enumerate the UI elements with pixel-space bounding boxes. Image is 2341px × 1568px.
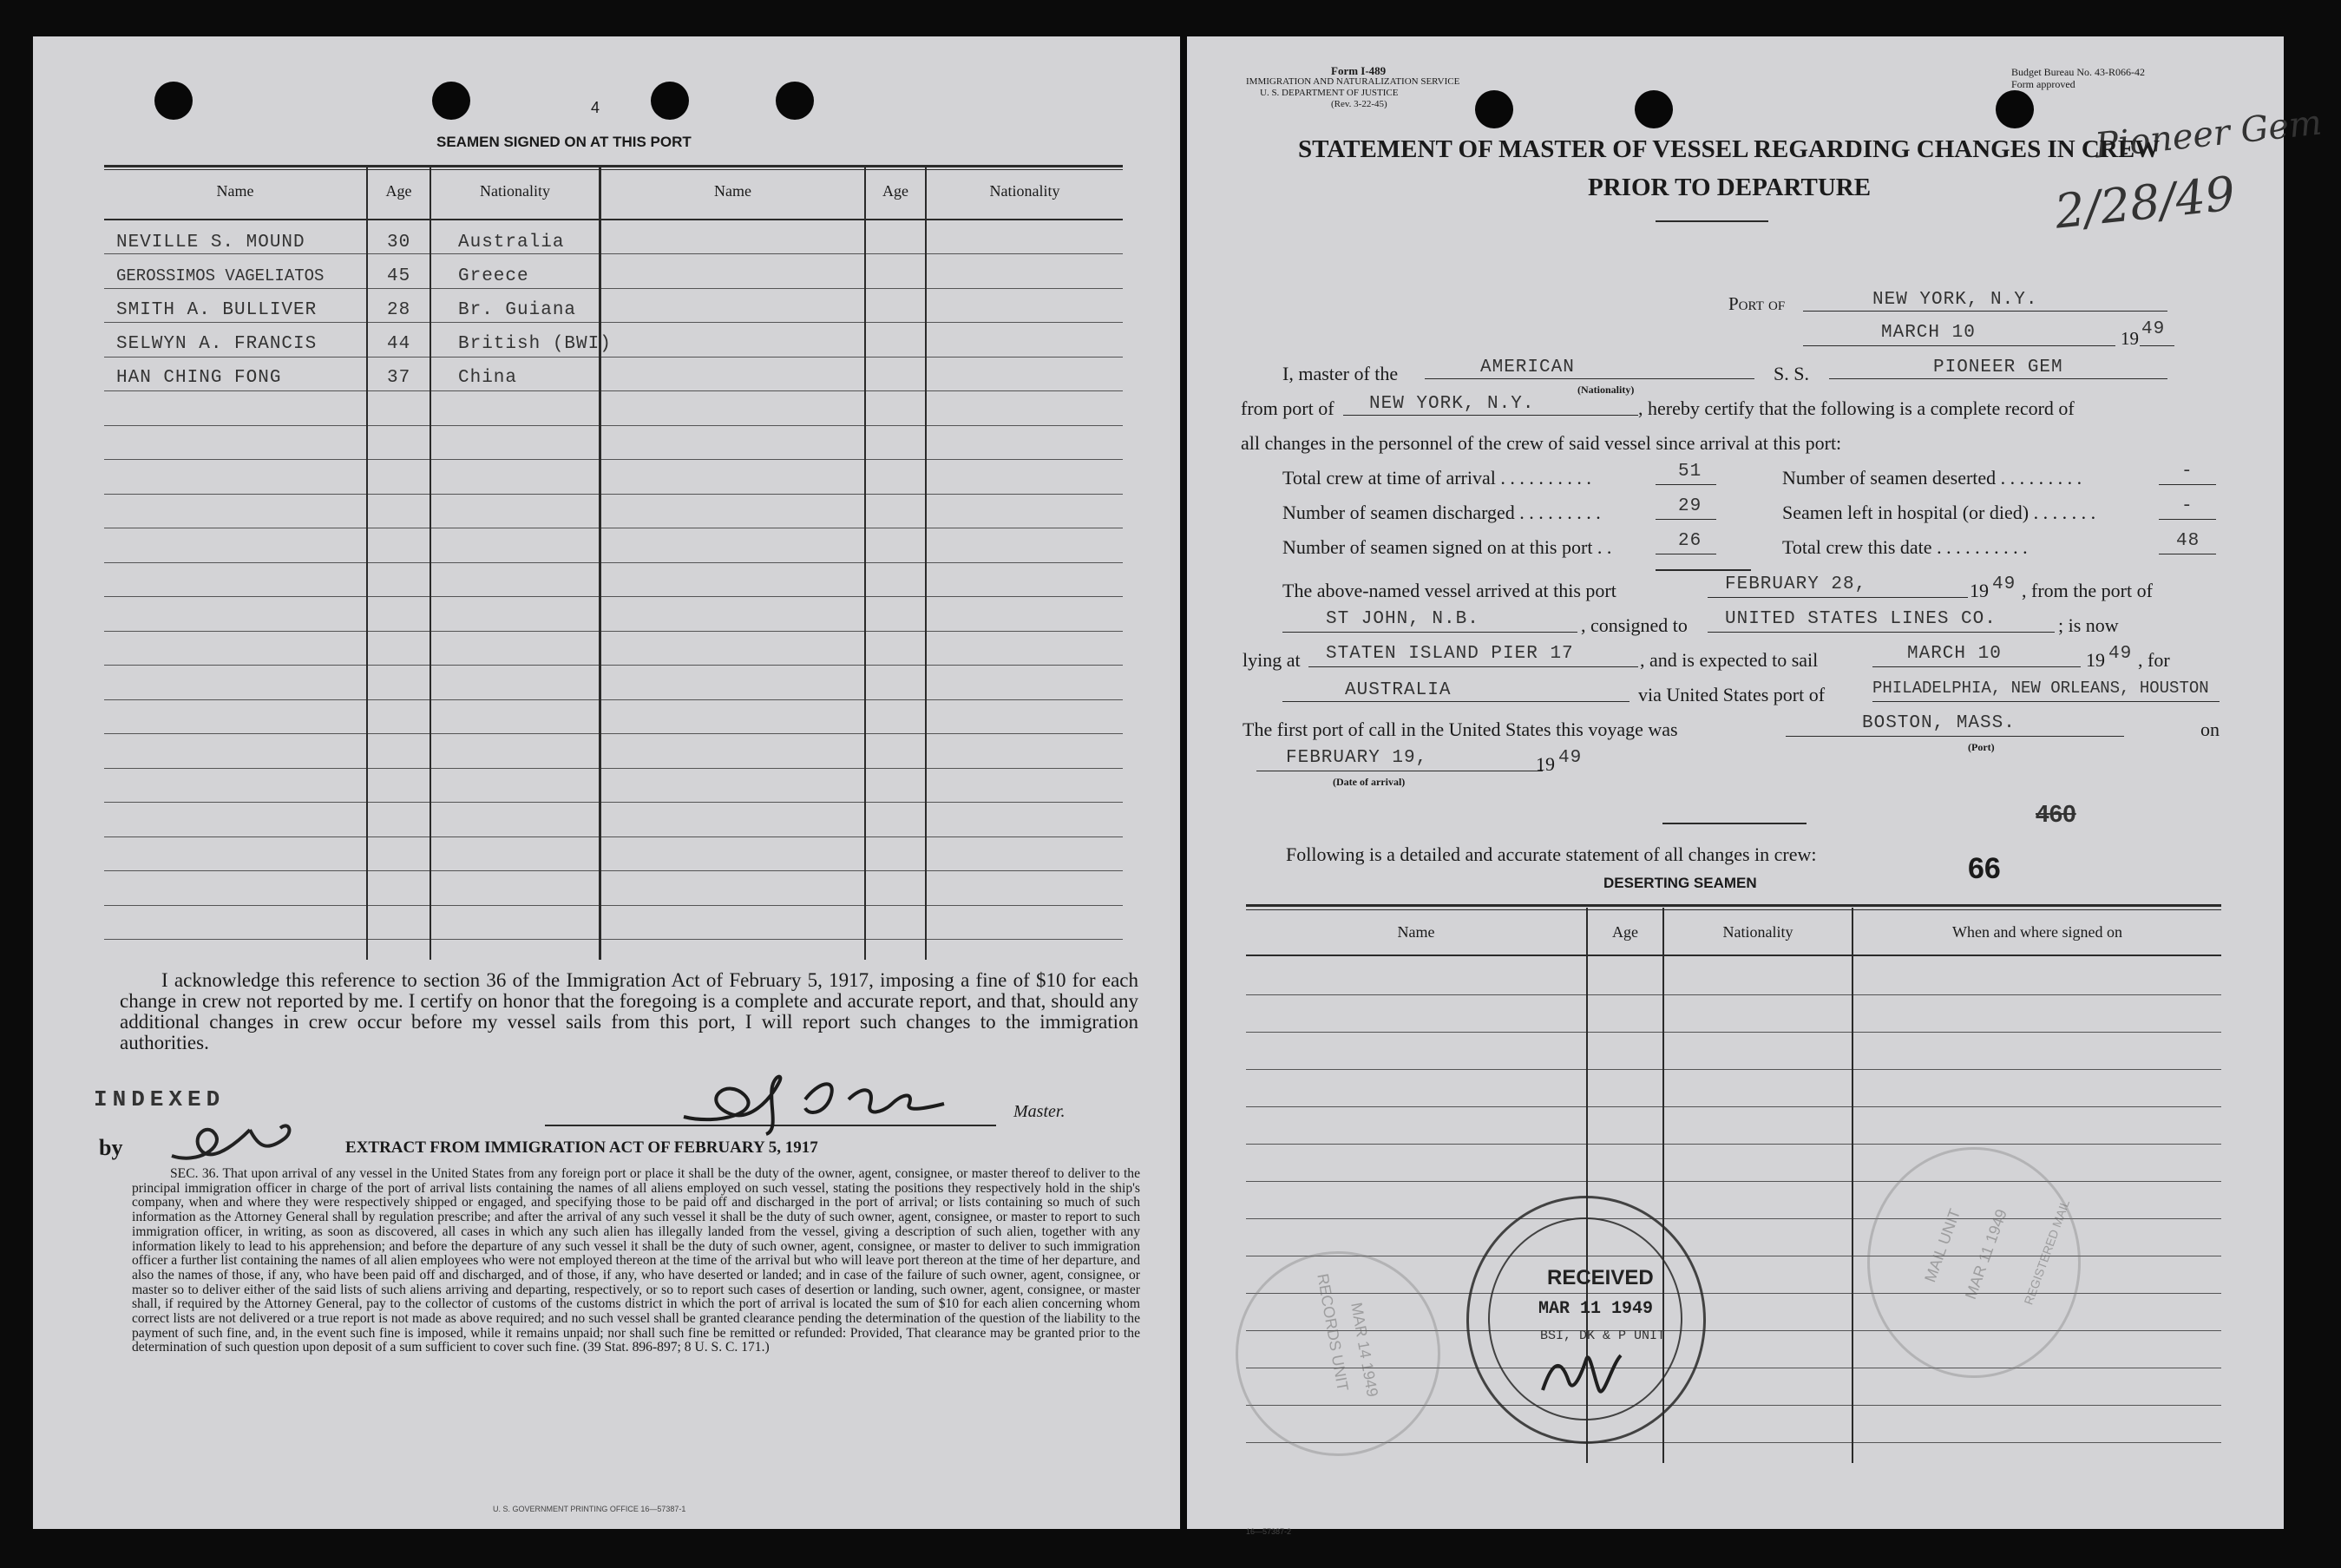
master-signature	[666, 1065, 979, 1143]
stamp-mail-sub: REGISTERED MAIL	[2021, 1197, 2073, 1307]
stamp-mail-date: MAR 11 1949	[1961, 1206, 2010, 1302]
acknowledgement-text: I acknowledge this reference to section 36 of the Immigration Act of February 5, 1917, imposing a fine of $10 for each change in crew not reported by me. I certify on honor that the foregoing is a complete and accurate report, and that, should any additional changes in crew occur before my vessel sails from this port, I will report such changes to the immigration authorities.	[120, 969, 1138, 1053]
footer-code: 16—57387-2	[1246, 1527, 1292, 1536]
signed-on-label: Number of seamen signed on at this port . .	[1282, 536, 1612, 558]
form-number: Form I-489	[1331, 64, 1387, 77]
col-header-age: Age	[385, 182, 412, 200]
is-now-label: ; is now	[2058, 614, 2119, 636]
table-rule	[104, 596, 1123, 597]
table-rule	[104, 631, 1123, 632]
punch-hole	[651, 82, 689, 120]
stamp-records-unit: RECORDS UNIT	[1314, 1272, 1352, 1393]
master-of-label: I, master of the	[1282, 363, 1399, 384]
from-port-of-label: , from the port of	[2022, 580, 2153, 601]
table-rule	[104, 905, 1123, 906]
table-rule	[104, 562, 1123, 563]
table-rule	[1246, 1181, 2221, 1182]
punch-hole	[776, 82, 814, 120]
seaman-age: 45	[387, 266, 411, 286]
seaman-age: 37	[387, 368, 411, 388]
stamp-unit: BSI, DK & P UNIT	[1540, 1329, 1666, 1343]
total-crew-arrival-label: Total crew at time of arrival . . . . . . . . . .	[1282, 467, 1591, 489]
port-of-label: Port of	[1728, 293, 1786, 314]
on-label: on	[2200, 718, 2220, 740]
count-number: 66	[1968, 852, 2001, 885]
records-unit-stamp	[1236, 1251, 1440, 1456]
form-revision: (Rev. 3-22-45)	[1331, 99, 1387, 109]
ss-label: S. S.	[1774, 363, 1809, 384]
seaman-nationality: China	[458, 368, 518, 388]
from-port-of-value: ST JOHN, N.B.	[1326, 609, 1479, 629]
expected-label: , and is expected to sail	[1640, 649, 1819, 671]
deserted: -	[2181, 462, 2193, 482]
col-header-name: Name	[1397, 923, 1435, 941]
seaman-name: SMITH A. BULLIVER	[116, 300, 318, 320]
total-crew-arrival: 51	[1678, 462, 1702, 482]
table-rule	[104, 768, 1123, 769]
first-port-year-prefix: 19	[1536, 753, 1555, 775]
sail-year-prefix: 19	[2086, 649, 2105, 671]
certify-text: , hereby certify that the following is a complete record of	[1638, 397, 2075, 419]
table-rule	[1246, 1069, 2221, 1070]
table-rule	[104, 733, 1123, 734]
stamp-date: MAR 11 1949	[1538, 1299, 1654, 1319]
indexer-initials	[163, 1112, 302, 1173]
date-value: MARCH 10	[1881, 323, 1976, 343]
seaman-name: SELWYN A. FRANCIS	[116, 334, 318, 354]
seaman-age: 30	[387, 233, 411, 253]
punch-hole	[154, 82, 193, 120]
table-rule	[104, 390, 1123, 391]
table-rule	[1246, 1144, 2221, 1145]
seaman-name: GEROSSIMOS VAGELIATOS	[116, 266, 325, 285]
page-number: 4	[591, 99, 600, 116]
seaman-name: HAN CHING FONG	[116, 368, 282, 388]
arrived-date: FEBRUARY 28,	[1725, 574, 1867, 594]
stamp-mail-unit: MAIL UNIT	[1921, 1206, 1964, 1285]
table-rule	[104, 288, 1123, 289]
table-rule	[104, 322, 1123, 323]
punch-hole	[1635, 90, 1673, 128]
table-rule	[104, 357, 1123, 358]
table-rule	[1246, 1032, 2221, 1033]
seaman-age: 28	[387, 300, 411, 320]
table-rule	[104, 253, 1123, 254]
from-port-value: NEW YORK, N.Y.	[1369, 394, 1535, 414]
consigned-label: , consigned to	[1581, 614, 1688, 636]
col-header-age: Age	[1612, 923, 1638, 941]
stamp-records-date: MAR 14 1949	[1348, 1301, 1381, 1399]
discharged: 29	[1678, 496, 1702, 516]
date-arrival-caption: (Date of arrival)	[1333, 776, 1406, 788]
deserted-label: Number of seamen deserted . . . . . . . . .	[1782, 467, 2082, 489]
nationality-caption: (Nationality)	[1577, 384, 1635, 396]
lying-at-label: lying at	[1243, 649, 1301, 671]
seaman-name: NEVILLE S. MOUND	[116, 233, 305, 253]
indexed-stamp: INDEXED	[94, 1086, 226, 1112]
form-title-line2: PRIOR TO DEPARTURE	[1588, 174, 1872, 201]
mail-unit-stamp	[1867, 1147, 2081, 1378]
hospital: -	[2181, 496, 2193, 516]
sail-year: 49	[2108, 644, 2133, 664]
arrived-year: 49	[1992, 574, 2016, 594]
signed-on: 26	[1678, 531, 1702, 551]
agency-line-1: IMMIGRATION AND NATURALIZATION SERVICE	[1246, 76, 1460, 87]
following-text: Following is a detailed and accurate statement of all changes in crew:	[1286, 843, 1817, 865]
table-rule	[1246, 994, 2221, 995]
from-port-label: from port of	[1241, 397, 1334, 419]
ship-name: PIONEER GEM	[1933, 358, 2063, 377]
by-label: by	[99, 1135, 123, 1160]
total-crew-date: 48	[2176, 531, 2200, 551]
extract-text: SEC. 36. That upon arrival of any vessel in the United States from any foreign port or place it shall be the duty of the owner, agent, consignee, or master thereof to deliver to the principal immigration officer in charge of the port of arrival lists containing the names of all aliens employed on such vessel, stating the positions they respectively hold in the ship's company, when and where they were respectively shipped or engaged, and specifying those to be paid off and discharged in the port of arrival; or lists containing so much of such information as the Attorney General shall by regulation prescribe; and after the arrival of any such vessel it shall be the duty of such owner, agent, consignee, or master to report to such immigration officer, in writing, as soon as discovered, all cases in which any such alien has illegally landed from the vessel, giving a description of such alien, together with any information likely to lead to his apprehension; and before the departure of any such vessel it shall be the duty of such owner, agent, consignee, or master to deliver to such immigration officer a further list containing the names of all alien employees who were not employed thereon at the time of the arrival but who will leave port thereon at the time of her departure, and also the names of those, if any, who have been paid off and discharged, and of those, if any, who have deserted or landed; and in case of the failure of such owner, agent, consignee, or master so to deliver either of the said lists of such aliens arriving and departing, respectively, or so to report such cases of desertion or landing, such owner, agent, consignee, or master shall, if required by the Attorney General, pay to the collector of customs of the customs district in which the port of arrival is located the sum of $10 for each alien concerning whom correct lists are not delivered or a true report is not made as above required; and no such vessel shall be granted clearance pending the determination of the question of the liability to the payment of such fine, and, in the event such fine is imposed, while it remains unpaid; nor shall such fine be remitted or refunded: Provided, That clearance may be granted prior to the determination of such question upon deposit of a sum sufficient to cover such fine. (39 Stat. 896-897; 8 U. S. C. 171.)	[132, 1166, 1140, 1355]
table-rule	[104, 836, 1123, 837]
printing-office: U. S. GOVERNMENT PRINTING OFFICE 16—57387-1	[493, 1505, 686, 1513]
discharged-label: Number of seamen discharged . . . . . . . . .	[1282, 502, 1601, 523]
via-label: via United States port of	[1638, 684, 1826, 705]
year-prefix: 19	[2121, 328, 2139, 349]
total-crew-date-label: Total crew this date . . . . . . . . . .	[1782, 536, 2028, 558]
form-approved: Form approved	[2011, 78, 2075, 90]
seaman-age: 44	[387, 334, 411, 354]
seaman-nationality: Greece	[458, 266, 529, 286]
col-header-name: Name	[216, 182, 254, 200]
left-page	[33, 36, 1180, 1529]
extract-title: EXTRACT FROM IMMIGRATION ACT OF FEBRUARY 5, 1917	[345, 1138, 818, 1157]
struck-number: 460	[2036, 800, 2076, 827]
col-header-nationality: Nationality	[1722, 923, 1793, 941]
changes-text: all changes in the personnel of the crew of said vessel since arrival at this port:	[1241, 432, 1842, 454]
table-rule	[104, 459, 1123, 460]
lying-at-value: STATEN ISLAND PIER 17	[1326, 644, 1574, 664]
col-header-nationality: Nationality	[480, 182, 550, 200]
section-title: SEAMEN SIGNED ON AT THIS PORT	[436, 134, 692, 150]
col-header-nationality: Nationality	[989, 182, 1060, 200]
table-rule	[104, 665, 1123, 666]
table-rule	[104, 494, 1123, 495]
hospital-label: Seamen left in hospital (or died) . . . . . . .	[1782, 502, 2096, 523]
form-title-line1: STATEMENT OF MASTER OF VESSEL REGARDING CHANGES IN CREW	[1298, 135, 2161, 163]
arrived-year-prefix: 19	[1970, 580, 1989, 601]
seaman-nationality: Australia	[458, 233, 565, 253]
col-header-name: Name	[714, 182, 751, 200]
first-port-value: BOSTON, MASS.	[1862, 713, 2016, 733]
table-rule	[104, 699, 1123, 700]
punch-hole	[1475, 90, 1513, 128]
table-rule	[104, 425, 1123, 426]
arrived-label: The above-named vessel arrived at this port	[1282, 580, 1616, 601]
table-rule	[1246, 1218, 2221, 1219]
stamp-received: RECEIVED	[1547, 1266, 1654, 1289]
punch-hole	[1996, 90, 2034, 128]
seaman-nationality: British (BWI)	[458, 334, 612, 354]
handwritten-ship-name: Pioneer Gem	[2093, 102, 2324, 167]
agency-line-2: U. S. DEPARTMENT OF JUSTICE	[1260, 88, 1399, 98]
table-rule	[104, 802, 1123, 803]
stamp-initials	[1534, 1338, 1638, 1407]
date-year: 49	[2141, 319, 2166, 339]
via-value: PHILADELPHIA, NEW ORLEANS, HOUSTON	[1872, 679, 2209, 698]
port-caption: (Port)	[1968, 741, 1995, 753]
first-port-label: The first port of call in the United States this voyage was	[1243, 718, 1678, 740]
punch-hole	[432, 82, 470, 120]
table-rule	[1246, 1106, 2221, 1107]
sail-date: MARCH 10	[1907, 644, 2002, 664]
seaman-nationality: Br. Guiana	[458, 300, 577, 320]
col-header-signed-on: When and where signed on	[1952, 923, 2122, 941]
destination: AUSTRALIA	[1345, 680, 1452, 700]
budget-bureau: Budget Bureau No. 43-R066-42	[2011, 66, 2145, 78]
port-of-value: NEW YORK, N.Y.	[1872, 290, 2038, 310]
col-header-age: Age	[882, 182, 908, 200]
deserting-title: DESERTING SEAMEN	[1603, 875, 1757, 891]
master-label: Master.	[1013, 1102, 1066, 1121]
right-page	[1187, 36, 2324, 1536]
first-port-year: 49	[1558, 748, 1583, 768]
handwritten-date: 2/28/49	[2052, 166, 2238, 239]
for-label: , for	[2138, 649, 2170, 671]
table-rule	[104, 939, 1123, 940]
nationality-value: AMERICAN	[1480, 358, 1575, 377]
first-port-date: FEBRUARY 19,	[1286, 748, 1428, 768]
consigned-value: UNITED STATES LINES CO.	[1725, 609, 1997, 629]
table-rule	[1246, 1442, 2221, 1443]
table-rule	[104, 870, 1123, 871]
